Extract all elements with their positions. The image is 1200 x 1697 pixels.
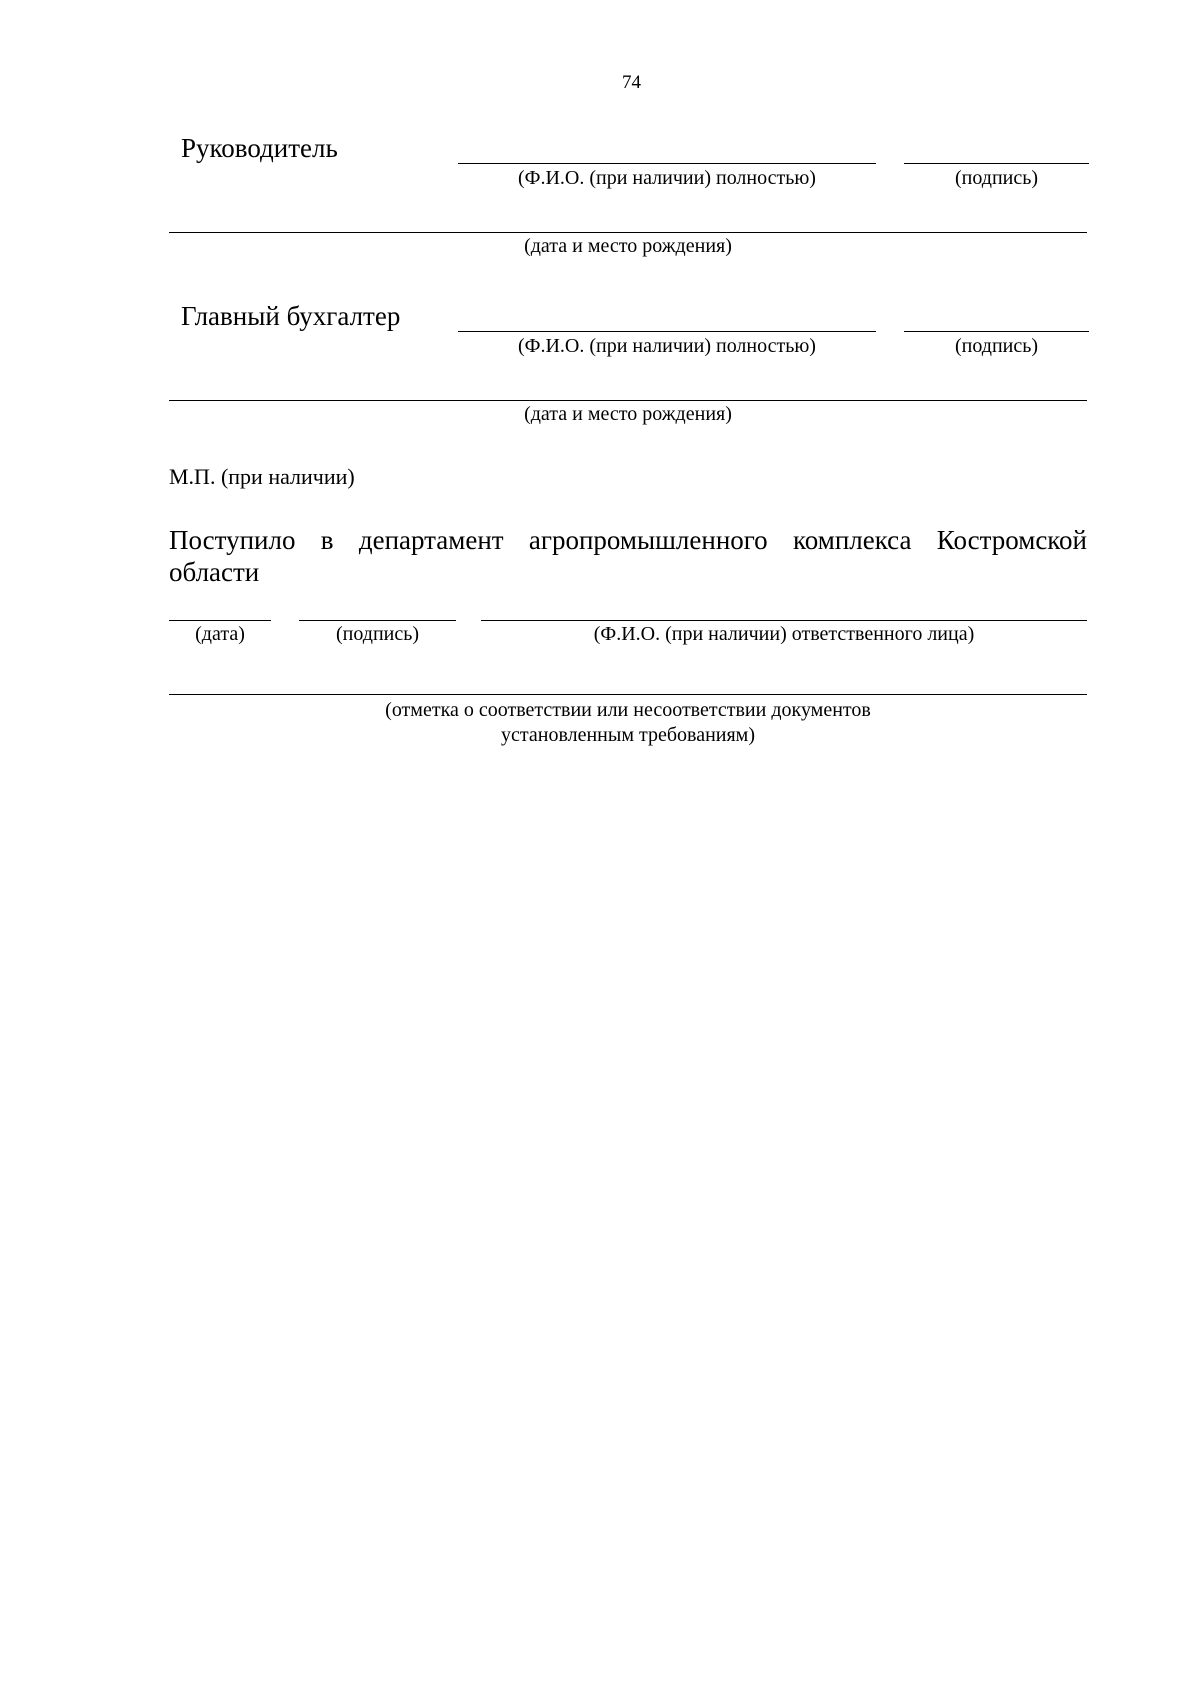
received-statement: Поступило в департамент агропромышленного комплекса Костромской области [169, 525, 1087, 587]
director-name-caption: (Ф.И.О. (при наличии) полностью) [518, 167, 816, 189]
chief-accountant-name-line[interactable] [458, 331, 876, 332]
received-responsible-line[interactable] [481, 620, 1087, 621]
received-signature-caption: (подпись) [335, 623, 420, 645]
chief-accountant-label: Главный бухгалтер [181, 301, 401, 331]
director-birth-line[interactable] [169, 232, 1087, 233]
chief-accountant-name-caption: (Ф.И.О. (при наличии) полностью) [518, 335, 816, 357]
stamp-place-label: М.П. (при наличии) [169, 464, 355, 489]
page-number: 74 [622, 72, 641, 93]
chief-accountant-birth-line[interactable] [169, 400, 1087, 401]
received-signature-line[interactable] [299, 620, 456, 621]
chief-accountant-signature-line[interactable] [904, 331, 1089, 332]
director-signature-caption: (подпись) [954, 167, 1039, 189]
director-label: Руководитель [181, 133, 338, 163]
received-responsible-caption: (Ф.И.О. (при наличии) ответственного лица) [593, 623, 975, 645]
director-signature-line[interactable] [904, 163, 1089, 164]
director-name-line[interactable] [458, 163, 876, 164]
compliance-caption-line1: (отметка о соответствии или несоответствии документов [385, 699, 871, 721]
compliance-caption-line2: установленным требованиям) [501, 724, 755, 746]
received-date-caption: (дата) [195, 623, 245, 645]
chief-accountant-birth-caption: (дата и место рождения) [524, 403, 732, 425]
chief-accountant-signature-caption: (подпись) [954, 335, 1039, 357]
compliance-mark-line[interactable] [169, 694, 1087, 695]
received-date-line[interactable] [169, 620, 271, 621]
director-birth-caption: (дата и место рождения) [524, 235, 732, 257]
